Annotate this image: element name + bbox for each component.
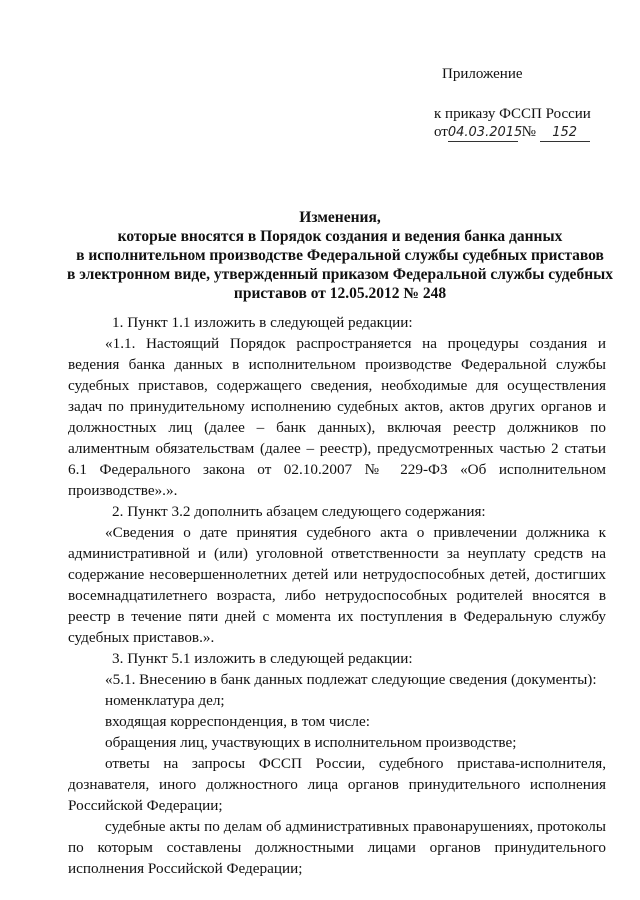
title-line: которые вносятся в Порядок создания и ведения банка данных bbox=[117, 228, 563, 245]
paragraph-text-1-1: «1.1. Настоящий Порядок распространяется на процедуры создания и ведения банка данных в исполнительном производстве Федеральной службы судебных приставов, содержащего сведения, необходимые для осуществления задач по принудительному исполнению судебных актов, актов других органов и должностных лиц (далее – банк данных), включая реестр должников по алиментным обязательствам (далее – реестр), предусмотренных частью 2 статьи 6.1 Федерального закона от 02.10.2007 № 229-ФЗ «Об исполнительном производстве».». bbox=[68, 335, 606, 499]
handwritten-date: 04.03.2015 bbox=[447, 125, 523, 140]
paragraph-item-3: 3. Пункт 5.1 изложить в следующей редакции: bbox=[112, 650, 413, 667]
appendix-date-number bbox=[434, 122, 590, 142]
appendix-heading: Приложение bbox=[442, 66, 523, 82]
paragraph-text-5-1: «5.1. Внесению в банк данных подлежат следующие сведения (документы): bbox=[105, 671, 597, 688]
list-item: ответы на запросы ФССП России, судебного пристава-исполнителя, дознавателя, иного должностного лица органов принудительного исполнения Российской Федерации; bbox=[68, 755, 606, 814]
appendix-prefix: от bbox=[434, 124, 448, 140]
appendix-order-ref: к приказу ФССП России bbox=[434, 106, 591, 122]
paragraph-text-3-2: «Сведения о дате принятия судебного акта о привлечении должника к административной и (или) уголовной ответственности за неуплату средств на содержание несовершеннолетних детей или нетрудоспособных детей, достигших восемнадцатилетнего возраста, либо нетрудоспособных родителей вносятся в реестр в течение пяти дней с момента их поступления в Федеральную службу судебных приставов.». bbox=[68, 524, 606, 646]
paragraph-item-2: 2. Пункт 3.2 дополнить абзацем следующего содержания: bbox=[112, 503, 486, 520]
list-item: обращения лиц, участвующих в исполнительном производстве; bbox=[105, 734, 517, 751]
document-title bbox=[60, 208, 620, 303]
list-item: судебные акты по делам об административных правонарушениях, протоколы по которым составлены должностными лицами органов принудительного исполнения Российской Федерации; bbox=[68, 818, 606, 877]
handwritten-number: 152 bbox=[540, 125, 590, 142]
title-line: в исполнительном производстве Федеральной службы судебных приставов bbox=[76, 247, 604, 264]
appendix-number-label: № bbox=[521, 124, 536, 140]
document-body bbox=[68, 312, 606, 879]
title-line: Изменения, bbox=[299, 209, 381, 226]
list-item: номенклатура дел; bbox=[105, 692, 225, 709]
title-line: приставов от 12.05.2012 № 248 bbox=[233, 285, 447, 302]
paragraph-item-1: 1. Пункт 1.1 изложить в следующей редакции: bbox=[112, 314, 413, 331]
title-line: в электронном виде, утвержденный приказом Федеральной службы судебных bbox=[67, 266, 613, 283]
list-item: входящая корреспонденция, в том числе: bbox=[105, 713, 370, 730]
